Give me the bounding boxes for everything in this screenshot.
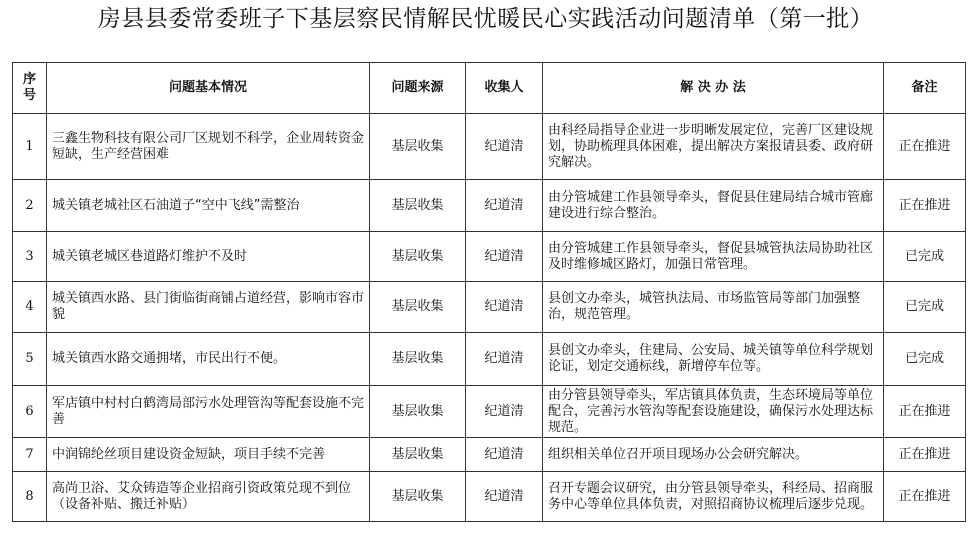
- row-collector: 纪道清: [466, 232, 543, 282]
- header-collector: 收集人: [466, 63, 543, 114]
- row-note: 正在推进: [884, 114, 966, 180]
- table-row: [13, 180, 966, 232]
- row-issue: 城关镇老城社区石油道子“空中飞线”需整治: [47, 180, 370, 232]
- table-row: [13, 438, 966, 472]
- row-solution: 由科经局指导企业进一步明晰发展定位，完善厂区建设规划，协助梳理具体困难，提出解决方案报请县委、政府研究解决。: [543, 114, 884, 180]
- row-source: 基层收集: [370, 472, 466, 522]
- row-source: 基层收集: [370, 180, 466, 232]
- row-number: 7: [13, 438, 47, 472]
- header-serial-line1: 序: [22, 72, 36, 87]
- row-solution: 由分管城建工作县领导牵头，督促县城管执法局协助社区及时维修城区路灯，加强日常管理。: [543, 232, 884, 282]
- table-header-row: [13, 63, 966, 114]
- table-row: [13, 232, 966, 282]
- row-number: 3: [13, 232, 47, 282]
- table-row: [13, 472, 966, 522]
- row-issue: 高尚卫浴、艾众铸造等企业招商引资政策兑现不到位（设备补贴、搬迁补贴）: [47, 472, 370, 522]
- row-source: 基层收集: [370, 438, 466, 472]
- row-collector: 纪道清: [466, 438, 543, 472]
- issue-list-table: [12, 62, 966, 522]
- table-row: [13, 282, 966, 333]
- row-note: 正在推进: [884, 438, 966, 472]
- row-solution: 由分管城建工作县领导牵头，督促县住建局结合城市管廊建设进行综合整治。: [543, 180, 884, 232]
- row-note: 正在推进: [884, 472, 966, 522]
- row-collector: 纪道清: [466, 472, 543, 522]
- row-number: 2: [13, 180, 47, 232]
- row-source: 基层收集: [370, 333, 466, 386]
- row-solution: 县创文办牵头，住建局、公安局、城关镇等单位科学规划论证，划定交通标线，新增停车位等。: [543, 333, 884, 386]
- header-serial-line2: 号: [22, 88, 36, 103]
- row-source: 基层收集: [370, 386, 466, 438]
- row-note: 已完成: [884, 333, 966, 386]
- row-source: 基层收集: [370, 282, 466, 333]
- table-row: [13, 386, 966, 438]
- header-solution: 解 决 办 法: [543, 63, 884, 114]
- document-title: 房县县委常委班子下基层察民情解民忧暖民心实践活动问题清单（第一批）: [97, 6, 874, 32]
- row-note: 正在推进: [884, 180, 966, 232]
- row-number: 4: [13, 282, 47, 333]
- row-solution: 由分管县领导牵头，军店镇具体负责，生态环境局等单位配合，完善污水管沟等配套设施建设，确保污水处理达标规范。: [543, 386, 884, 438]
- row-number: 6: [13, 386, 47, 438]
- row-collector: 纪道清: [466, 282, 543, 333]
- header-issue: 问题基本情况: [47, 63, 370, 114]
- row-note: 正在推进: [884, 386, 966, 438]
- row-note: 已完成: [884, 282, 966, 333]
- row-number: 8: [13, 472, 47, 522]
- row-issue: 城关镇老城区巷道路灯维护不及时: [47, 232, 370, 282]
- header-source: 问题来源: [370, 63, 466, 114]
- row-issue: 城关镇西水路、县门街临街商铺占道经营，影响市容市貌: [47, 282, 370, 333]
- row-source: 基层收集: [370, 114, 466, 180]
- row-collector: 纪道清: [466, 114, 543, 180]
- row-source: 基层收集: [370, 232, 466, 282]
- row-solution: 召开专题会议研究，由分管县领导牵头，科经局、招商服务中心等单位具体负责，对照招商协议梳理后逐步兑现。: [543, 472, 884, 522]
- row-number: 1: [13, 114, 47, 180]
- header-note: 备注: [884, 63, 966, 114]
- row-collector: 纪道清: [466, 333, 543, 386]
- row-note: 已完成: [884, 232, 966, 282]
- row-issue: 中润锦纶丝项目建设资金短缺，项目手续不完善: [47, 438, 370, 472]
- row-number: 5: [13, 333, 47, 386]
- table-row: [13, 114, 966, 180]
- table-row: [13, 333, 966, 386]
- row-collector: 纪道清: [466, 180, 543, 232]
- row-issue: 城关镇西水路交通拥堵，市民出行不便。: [47, 333, 370, 386]
- row-collector: 纪道清: [466, 386, 543, 438]
- row-issue: 三鑫生物科技有限公司厂区规划不科学，企业周转资金短缺，生产经营困难: [47, 114, 370, 180]
- header-serial-number: [13, 63, 47, 114]
- row-solution: 组织相关单位召开项目现场办公会研究解决。: [543, 438, 884, 472]
- row-issue: 军店镇中村村白鹤湾局部污水处理管沟等配套设施不完善: [47, 386, 370, 438]
- row-solution: 县创文办牵头，城管执法局、市场监管局等部门加强整治，规范管理。: [543, 282, 884, 333]
